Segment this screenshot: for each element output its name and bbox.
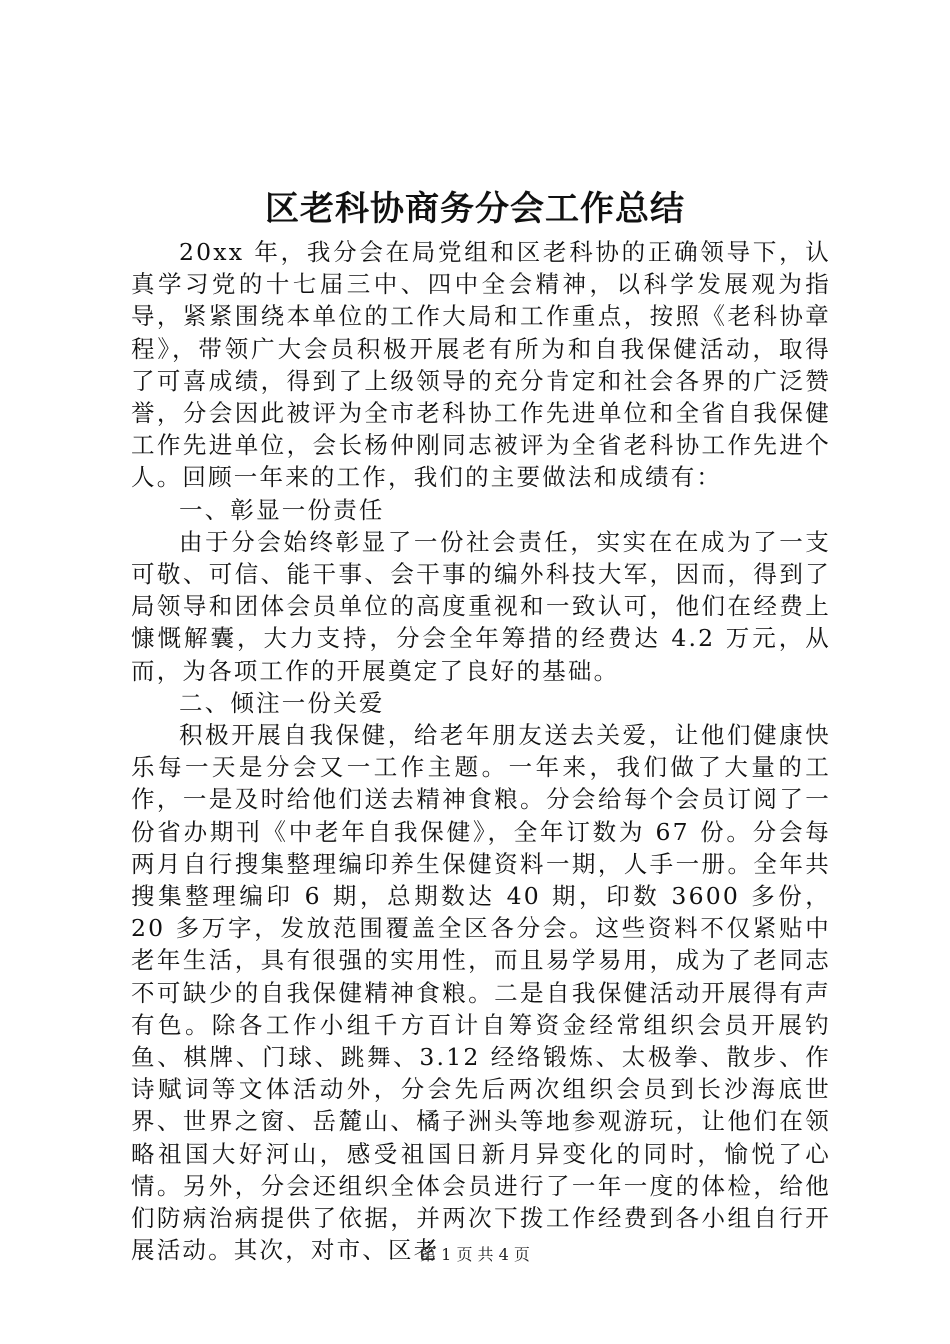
paragraph-intro: 20xx 年，我分会在局党组和区老科协的正确领导下，认真学习党的十七届三中、四中全会精神，以科学发展观为指导，紧紧围绕本单位的工作大局和工作重点，按照《老科协章程》，带领广大会员积极开展老有所为和自我保健活动，取得了可喜成绩，得到了上级领导的充分肯定和社会各界的广泛赞誉，分会因此被评为全市老科协工作先进单位和全省自我保健工作先进单位，会长杨仲刚同志被评为全省老科协工作先进个人。回顾一年来的工作，我们的主要做法和成绩有： bbox=[131, 238, 831, 492]
document-title: 区老科协商务分会工作总结 bbox=[265, 189, 685, 229]
document-body bbox=[131, 236, 831, 1267]
paragraph-responsibility: 由于分会始终彰显了一份社会责任，实实在在成为了一支可敬、可信、能干事、会干事的编外科技大军，因而，得到了局领导和团体会员单位的高度重视和一致认可，他们在经费上慷慨解囊，大力支持，分会全年筹措的经费达 4.2 万元，从而，为各项工作的开展奠定了良好的基础。 bbox=[131, 527, 831, 685]
page-number-footer: 第 1 页 共 4 页 bbox=[420, 1245, 530, 1264]
section-heading-responsibility: 一、彰显一份责任 bbox=[179, 495, 385, 524]
paragraph-care: 积极开展自我保健，给老年朋友送去关爱，让他们健康快乐每一天是分会又一工作主题。一年来，我们做了大量的工作，一是及时给他们送去精神食粮。分会给每个会员订阅了一份省办期刊《中老年自我保健》，全年订数为 67 份。分会每两月自行搜集整理编印养生保健资料一期，人手一册。全年共搜集整理编印 6 期，总期数达 40 期，印数 3600 多份，20 多万字，发放范围覆盖全区各分会。这些资料不仅紧贴中老年生活，具有很强的实用性，而且易学易用，成为了老同志不可缺少的自我保健精神食粮。二是自我保健活动开展得有声有色。除各工作小组千方百计自筹资金经常组织会员开展钓鱼、棋牌、门球、跳舞、3.12 经络锻炼、太极拳、散步、作诗赋词等文体活动外，分会先后两次组织会员到长沙海底世界、世界之窗、岳麓山、橘子洲头等地参观游玩，让他们在领略祖国大好河山，感受祖国日新月异变化的同时，愉悦了心情。另外，分会还组织全体会员进行了一年一度的体检，给他们防病治病提供了依据，并两次下拨工作经费到各小组自行开展活动。其次，对市、区老 bbox=[131, 721, 831, 1265]
section-heading-care: 二、倾注一份关爱 bbox=[179, 688, 385, 717]
